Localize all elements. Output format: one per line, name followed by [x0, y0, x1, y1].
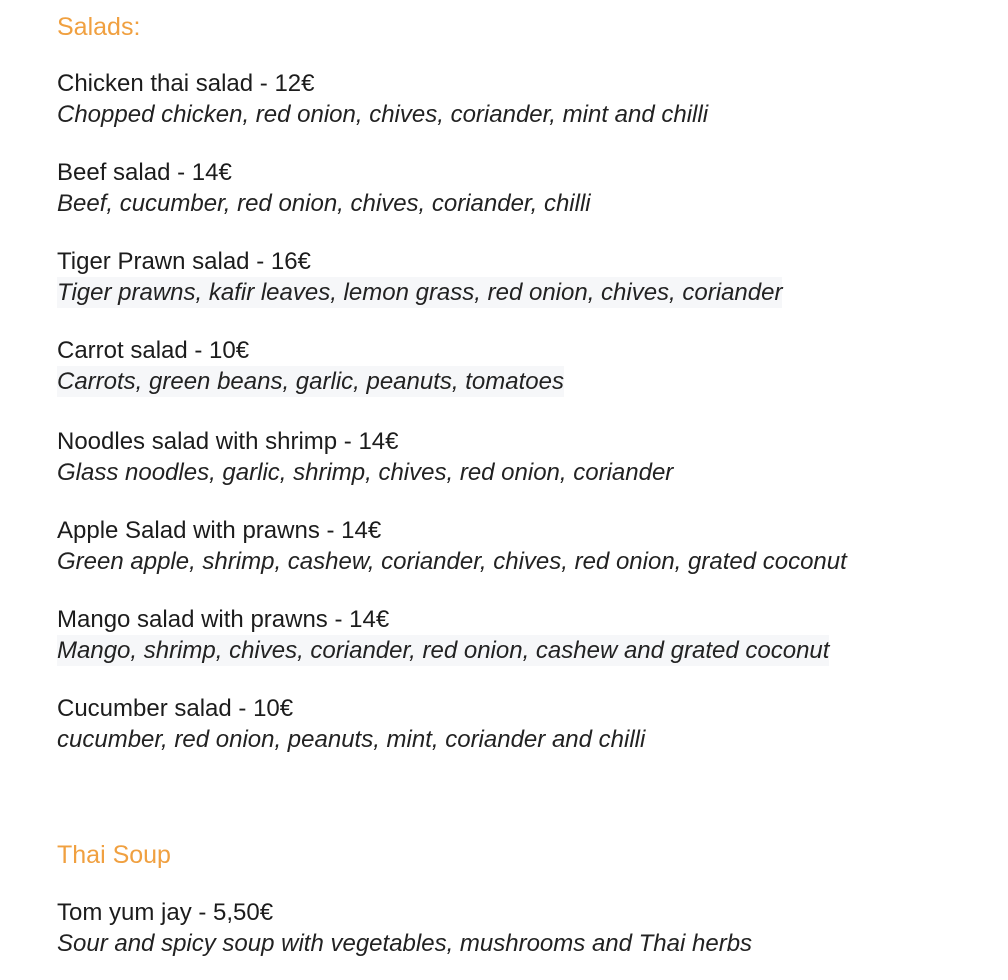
item-description: Chopped chicken, red onion, chives, coriander, mint and chilli: [57, 101, 709, 128]
menu-item-tiger-prawn-salad: [57, 246, 987, 308]
menu-item-beef-salad: [57, 157, 987, 219]
item-description: Mango, shrimp, chives, coriander, red onion, cashew and grated coconut: [57, 637, 830, 664]
menu-item-apple-salad: [57, 515, 987, 577]
item-name: Carrot salad - 10€: [57, 337, 250, 364]
menu-item-mango-salad: [57, 604, 987, 666]
item-name: Tom yum jay - 5,50€: [57, 899, 274, 926]
menu-item-carrot-salad: [57, 335, 987, 397]
menu-item-cucumber-salad: [57, 693, 987, 755]
menu-item-tom-yum-jay: [57, 897, 987, 959]
item-description: cucumber, red onion, peanuts, mint, coriander and chilli: [57, 726, 646, 753]
thai-soup-heading: Thai Soup: [57, 841, 171, 869]
salads-heading: Salads:: [57, 13, 141, 41]
item-description: Carrots, green beans, garlic, peanuts, tomatoes: [57, 368, 564, 395]
item-name: Chicken thai salad - 12€: [57, 70, 315, 97]
item-name: Tiger Prawn salad - 16€: [57, 248, 311, 275]
item-name: Apple Salad with prawns - 14€: [57, 517, 382, 544]
item-description: Sour and spicy soup with vegetables, mushrooms and Thai herbs: [57, 930, 753, 957]
item-description: Green apple, shrimp, cashew, coriander, chives, red onion, grated coconut: [57, 548, 847, 575]
menu-item-noodles-salad: [57, 426, 987, 488]
item-description: Tiger prawns, kafir leaves, lemon grass, red onion, chives, coriander: [57, 279, 783, 306]
item-name: Noodles salad with shrimp - 14€: [57, 428, 399, 455]
item-description: Glass noodles, garlic, shrimp, chives, red onion, coriander: [57, 459, 674, 486]
menu-item-chicken-thai-salad: [57, 68, 987, 130]
menu-document: [57, 0, 987, 959]
item-name: Mango salad with prawns - 14€: [57, 606, 390, 633]
item-description: Beef, cucumber, red onion, chives, coriander, chilli: [57, 190, 591, 217]
item-name: Cucumber salad - 10€: [57, 695, 294, 722]
item-name: Beef salad - 14€: [57, 159, 232, 186]
